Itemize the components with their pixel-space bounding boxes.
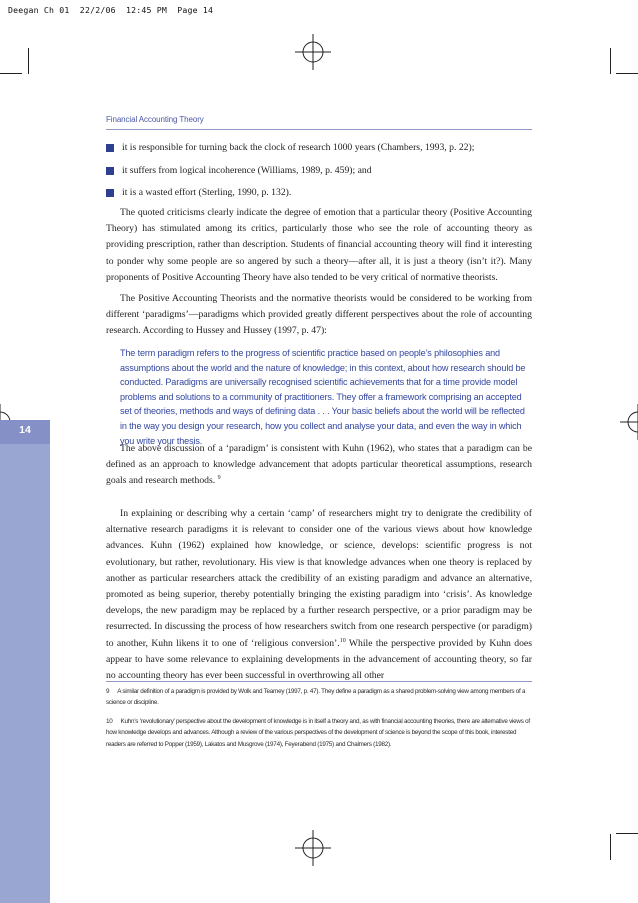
footnotes (106, 686, 532, 757)
footnote-10: 10 Kuhn’s ‘revolutionary’ perspective about the development of knowledge is in itself a theory and, as with financial accounting theories, there are alternative views of how knowledge develops and advances. Although a review of the various perspectives of the development of science is beyond the scope of this book, interested readers are referred to Popper (1959), Lakatos and Musgrove (1974), Feyerabend (1975) and Chalmers (1982). (106, 717, 530, 748)
printer-slug: Deegan Ch 01 22/2/06 12:45 PM Page 14 (8, 5, 214, 15)
square-bullet-icon (106, 144, 114, 152)
running-head: Financial Accounting Theory (106, 115, 204, 124)
bullet-list (106, 142, 532, 210)
list-item: it is a wasted effort (Sterling, 1990, p. 132). (106, 187, 532, 199)
sidebar-band (0, 420, 50, 903)
square-bullet-icon (106, 167, 114, 175)
list-item: it is responsible for turning back the clock of research 1000 years (Chambers, 1993, p. 22); (106, 142, 532, 154)
registration-mark-right (618, 402, 638, 442)
footnote-ref-9[interactable]: 9 (217, 475, 221, 482)
paragraph-kuhn: The above discussion of a ‘paradigm’ is consistent with Kuhn (1962), who states that a paradigm can be defined as an approach to knowledge advancement that adopts particular theoretical assumptions, research goals and research methods. $^9$ (106, 443, 532, 487)
page-number: 14 (19, 424, 31, 436)
square-bullet-icon (106, 189, 114, 197)
list-item: it suffers from logical incoherence (Williams, 1989, p. 459); and (106, 165, 532, 177)
footnote-rule (106, 681, 532, 682)
paragraph-paradigms: The Positive Accounting Theorists and the normative theorists would be considered to be working from different ‘paradigms’—paradigms which provided greatly different perspectives about the role of accounting research. According to Hussey and Hussey (1997, p. 47): (106, 293, 532, 337)
registration-mark-top (293, 32, 333, 72)
running-head-rule (106, 129, 532, 130)
paragraph-knowledge-advance: In explaining or describing why a certain ‘camp’ of researchers might try to denigrate the credibility of alternative research paradigms it is relevant to consider one of the various views about how knowledge advances. Kuhn (1962) explained how knowledge, or science, develops: scientific progress is not evolutionary, but rather, revolutionary. His view is that knowledge advances when one theory is replaced by another as particular researchers attack the credibility of an existing paradigm and advance an alternative, promoted as being superior, thereby potentially bringing the existing paradigm into ‘crisis’. As knowledge develops, the new paradigm may be replaced by a further research perspective, or a prior paradigm may be resurrected. In discussing the process of how researchers switch from one research perspective (or paradigm) to another, Kuhn likens it to one of ‘religious conversion’.$^{10}$ While the perspective provided by Kuhn does appear to have some relevance to explaining developments in the advancement of accounting theory, so far no accounting theory has ever been successful in overthrowing all other (106, 508, 532, 682)
footnote-ref-10[interactable]: 10 (339, 637, 346, 644)
paragraph-criticisms: The quoted criticisms clearly indicate the degree of emotion that a particular theory (Positive Accounting Theory) has stimulated among its critics, particularly those who see the role of accounting theory as providing prescription, rather than description. Students of financial accounting theory will find it interesting to ponder why some people are so angered by such a theory—after all, it is just a theory (isn’t it?). Many proponents of Positive Accounting Theory have also tended to be very critical of normative theorists. (106, 207, 532, 283)
block-quote: The term paradigm refers to the progress of scientific practice based on people’s philosophies and assumptions about the world and the nature of knowledge; in this context, about how research should be conducted. Paradigms are universally recognised scientific achievements that for a time provide model problems and solutions to a community of practitioners. They offer a framework comprising an accepted set of theories, methods and ways of defining data . . . Your basic beliefs about the world will be reflected in the way you design your research, how you collect and analyse your data, and even the way in which you write your thesis. (120, 348, 526, 446)
registration-mark-bottom (293, 828, 333, 868)
footnote-9: 9 A similar definition of a paradigm is provided by Wolk and Tearney (1997, p. 47). They define a paradigm as a shared problem-solving view among members of a science or discipline. (106, 688, 526, 707)
